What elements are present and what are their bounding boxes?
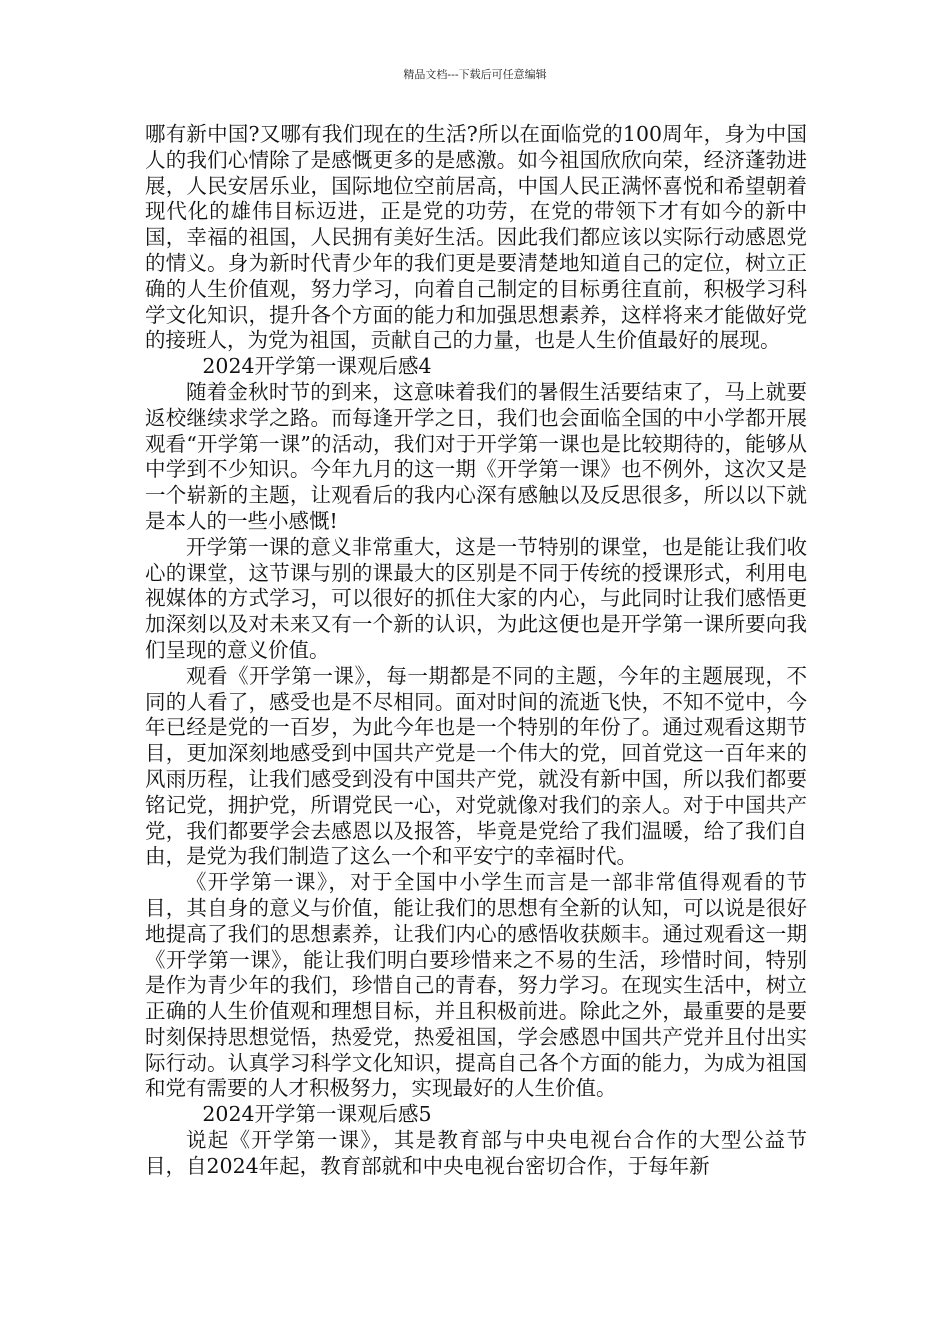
paragraph: 说起《开学第一课》，其是教育部与中央电视台合作的大型公益节目，自2024年起，教育部就和中央电视台密切合作，于每年新 [145,1128,807,1178]
section-heading-4: 2024开学第一课观后感4 [202,354,432,379]
paragraph: 观看《开学第一课》，每一期都是不同的主题，今年的主题展现，不同的人看了，感受也是不尽相同。面对时间的流逝飞快，不知不觉中，今年已经是党的一百岁，为此今年也是一个特别的年份了。通过观看这期节目，更加深刻地感受到中国共产党是一个伟大的党，回首党这一百年来的风雨历程，让我们感受到没有中国共产党，就没有新中国，所以我们都要铭记党，拥护党，所谓党民一心，对党就像对我们的亲人。对于中国共产党，我们都要学会去感恩以及报答，毕竟是党给了我们温暖，给了我们自由，是党为我们制造了这么一个和平安宁的幸福时代。 [145,663,807,869]
paragraph: 开学第一课的意义非常重大，这是一节特别的课堂，也是能让我们收心的课堂，这节课与别的课最大的区别是不同于传统的授课形式，利用电视媒体的方式学习，可以很好的抓住大家的内心，与此同时让我们感悟更加深刻以及对未来又有一个新的认识，为此这便也是开学第一课所要向我们呈现的意义价值。 [145,534,807,662]
paragraph: 随着金秋时节的到来，这意味着我们的暑假生活要结束了，马上就要返校继续求学之路。而每逢开学之日，我们也会面临全国的中小学都开展观看“开学第一课”的活动，我们对于开学第一课也是比较期待的，能够从中学到不少知识。今年九月的这一期《开学第一课》也不例外，这次又是一个崭新的主题，让观看后的我内心深有感触以及反思很多，所以以下就是本人的一些小感慨! [145,379,807,533]
paragraph-continuation: 哪有新中国?又哪有我们现在的生活?所以在面临党的100周年，身为中国人的我们心情除了是感慨更多的是感激。如今祖国欣欣向荣，经济蓬勃进展，人民安居乐业，国际地位空前居高，中国人民正满怀喜悦和希望朝着现代化的雄伟目标迈进，正是党的功劳，在党的带领下才有如今的新中国，幸福的祖国，人民拥有美好生活。因此我们都应该以实际行动感恩党的情义。身为新时代青少年的我们更是要清楚地知道自己的定位，树立正确的人生价值观，努力学习，向着自己制定的目标勇往直前，积极学习科学文化知识，提升各个方面的能力和加强思想素养，这样将来才能做好党的接班人，为党为祖国，贡献自己的力量，也是人生价值最好的展现。 [145,122,807,353]
page-header: 精品文档---下载后可任意编辑 [403,68,547,81]
paragraph: 《开学第一课》，对于全国中小学生而言是一部非常值得观看的节目，其自身的意义与价值，能让我们的思想有全新的认知，可以说是很好地提高了我们的思想素养，让我们内心的感悟收获颇丰。通过观看这一期《开学第一课》，能让我们明白要珍惜来之不易的生活，珍惜时间，特别是作为青少年的我们，珍惜自己的青春，努力学习。在现实生活中，树立正确的人生价值观和理想目标，并且积极前进。除此之外，最重要的是要时刻保持思想觉悟，热爱党，热爱祖国，学会感恩中国共产党并且付出实际行动。认真学习科学文化知识，提高自己各个方面的能力，为成为祖国和党有需要的人才积极努力，实现最好的人生价值。 [145,870,807,1101]
document-body [145,122,807,1180]
section-heading-5: 2024开学第一课观后感5 [202,1102,432,1127]
